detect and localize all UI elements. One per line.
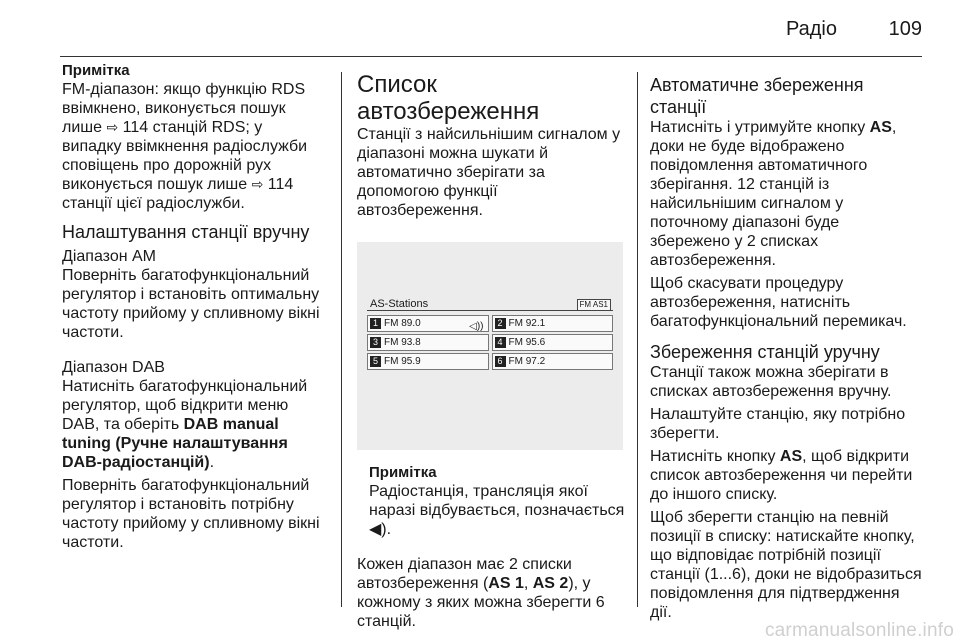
manual-store-text-3: Натисніть кнопку AS, щоб відкрити список автозбереження чи перейти до іншого списку.	[650, 448, 913, 503]
button-label-as: AS	[779, 448, 803, 465]
dab-text: Натисніть багатофункціональний регулятор, щоб відкрити меню DAB, та оберіть DAB manual tuning (Ручне налаштування DAB-радіостанцій).	[62, 378, 308, 471]
screen-band-label: FM AS1	[577, 299, 611, 311]
header-divider	[60, 56, 922, 57]
autostore-screen-image	[357, 242, 623, 450]
column-divider-2	[637, 72, 638, 607]
subsection-title-dab: Діапазон DAB	[62, 359, 165, 376]
note-text: Радіостанція, трансляція якої наразі відбувається, позначається ◀).	[369, 483, 625, 538]
auto-store-text: Натисніть і утримуйте кнопку AS, доки не буде відображено повідомлення автоматичного зберігання. 12 станцій із найсильнішим сигналом у поточному діапазоні буде збережено у 2 списках автозбереження.	[650, 119, 897, 269]
note-title: Примітка	[62, 62, 130, 79]
menu-option-dab-manual-tuning: DAB manual tuning (Ручне налаштування DAB-радіостанцій)	[62, 416, 288, 471]
column-right	[650, 62, 922, 622]
autostore-lists-text: Кожен діапазон має 2 списки автозбереження (AS 1, AS 2), у кожному з яких можна зберегти 6 станцій.	[357, 556, 605, 630]
button-label-as: AS	[869, 119, 892, 136]
speaker-icon: ◁))	[469, 321, 484, 332]
page-header	[0, 0, 960, 62]
section-title-manual-store: Збереження станцій уручну	[650, 342, 880, 362]
preset-item: 6 FM 97.2	[492, 353, 614, 370]
screen-divider	[367, 310, 613, 311]
section-title-manual-tuning: Налаштування станції вручну	[62, 222, 310, 242]
dab-text-2: Поверніть багатофункціональний регулятор і встановіть потрібну частоту прийому у спливному вікні частоти.	[62, 477, 320, 551]
preset-item: 1 FM 89.0 ◁))	[367, 315, 489, 332]
button-label-as1: AS 1	[488, 575, 524, 592]
subsection-title-am: Діапазон AM	[62, 248, 157, 265]
screen-title: AS-Stations	[370, 298, 429, 310]
manual-store-text-1: Станції також можна зберігати в списках автозбереження вручну.	[650, 364, 892, 400]
column-middle	[357, 62, 625, 631]
header-title: Радіо	[785, 18, 837, 40]
page-reference[interactable]: 114	[267, 176, 294, 193]
autostore-intro: Станції з найсильнішим сигналом у діапазоні можна шукати й автоматично зберігати за допомогою функції автозбереження.	[357, 126, 621, 219]
page-reference[interactable]: 114	[122, 119, 149, 136]
speaker-icon: ◀)	[369, 521, 387, 538]
section-title-autostore-list: Список автозбереження	[357, 71, 540, 125]
note-text: FM-діапазон: якщо функцію RDS ввімкнено, виконується пошук лише ⇨ 114 станцій RDS; у випадку ввімкнення радіослужби сповіщень про дорожній рух виконується пошук лише ⇨ 114 станції цієї радіослужби.	[62, 81, 308, 212]
preset-item: 3 FM 93.8	[367, 334, 489, 351]
manual-store-text-2: Налаштуйте станцію, яку потрібно зберегти.	[650, 406, 906, 442]
am-text: Поверніть багатофункціональний регулятор і встановіть оптимальну частоту прийому у спливному вікні частоти.	[62, 267, 320, 341]
preset-item: 5 FM 95.9	[367, 353, 489, 370]
note-title: Примітка	[369, 464, 437, 481]
cancel-text: Щоб скасувати процедуру автозбереження, натисніть багатофункціональний перемикач.	[650, 275, 907, 330]
reference-arrow-icon: ⇨	[106, 119, 119, 135]
column-divider-1	[341, 72, 342, 607]
manual-store-text-4: Щоб зберегти станцію на певній позиції в списку: натискайте кнопку, що відповідає потрібній позиції станції (1...6), доки не відобразиться повідомлення для підтвердження дії.	[650, 509, 922, 621]
watermark: carmanualsonline.info	[764, 620, 954, 641]
column-left	[62, 62, 324, 552]
preset-item: 2 FM 92.1	[492, 315, 614, 332]
section-title-auto-store: Автоматичне збереження станції	[650, 75, 864, 117]
preset-grid	[367, 315, 613, 370]
page-number: 109	[888, 18, 922, 40]
button-label-as2: AS 2	[532, 575, 569, 592]
note-block	[357, 464, 625, 539]
reference-arrow-icon: ⇨	[251, 176, 264, 192]
preset-item: 4 FM 95.6	[492, 334, 614, 351]
